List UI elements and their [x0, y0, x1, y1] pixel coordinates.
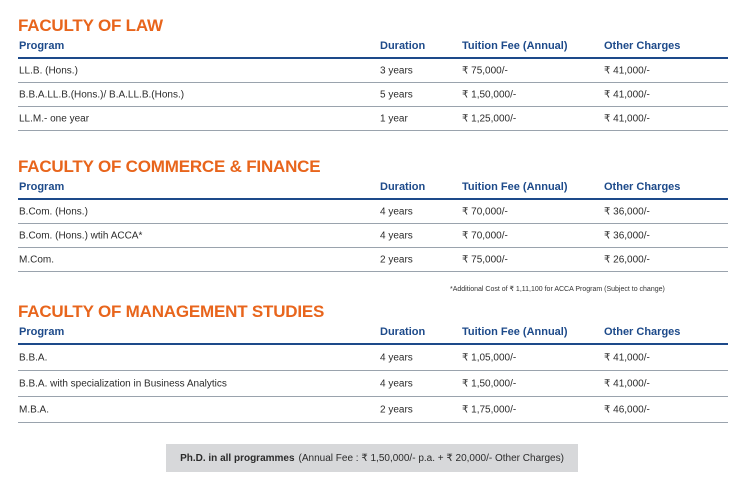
program-cell: M.B.A. [19, 404, 50, 415]
col-other: Other Charges [604, 326, 681, 338]
faculty-title: FACULTY OF LAW [18, 16, 163, 35]
duration-cell: 2 years [380, 404, 413, 415]
table-row [18, 371, 728, 397]
faculty-commerce-section [18, 157, 728, 272]
table-header [18, 177, 728, 197]
tuition-cell: ₹ 70,000/- [462, 230, 508, 241]
col-program: Program [19, 181, 65, 193]
tuition-cell: ₹ 1,50,000/- [462, 89, 517, 100]
other-charges-cell: ₹ 41,000/- [604, 378, 650, 389]
program-cell: B.B.A. with specialization in Business Analytics [19, 378, 227, 389]
faculty-title: FACULTY OF MANAGEMENT STUDIES [18, 302, 325, 321]
duration-cell: 5 years [380, 89, 413, 100]
col-other: Other Charges [604, 181, 681, 193]
other-charges-cell: ₹ 46,000/- [604, 404, 650, 415]
col-tuition: Tuition Fee (Annual) [462, 40, 568, 52]
col-duration: Duration [380, 181, 426, 193]
tuition-cell: ₹ 1,75,000/- [462, 404, 517, 415]
tuition-cell: ₹ 1,50,000/- [462, 378, 517, 389]
table-row [18, 224, 728, 248]
tuition-cell: ₹ 75,000/- [462, 254, 508, 265]
other-charges-cell: ₹ 41,000/- [604, 65, 650, 76]
program-cell: LL.M.- one year [19, 113, 90, 124]
table-row [18, 83, 728, 107]
acca-footnote: *Additional Cost of ₹ 1,11,100 for ACCA Program (Subject to change) [450, 286, 665, 293]
program-cell: B.Com. (Hons.) wtih ACCA* [19, 230, 143, 241]
duration-cell: 1 year [380, 113, 408, 124]
duration-cell: 4 years [380, 230, 413, 241]
program-cell: B.B.A.LL.B.(Hons.)/ B.A.LL.B.(Hons.) [19, 89, 185, 100]
tuition-cell: ₹ 1,25,000/- [462, 113, 517, 124]
duration-cell: 4 years [380, 352, 413, 363]
duration-cell: 4 years [380, 378, 413, 389]
tuition-cell: ₹ 75,000/- [462, 65, 508, 76]
tuition-cell: ₹ 70,000/- [462, 206, 508, 217]
faculty-title: FACULTY OF COMMERCE & FINANCE [18, 157, 321, 176]
other-charges-cell: ₹ 41,000/- [604, 352, 650, 363]
phd-banner [166, 444, 578, 472]
table-row [18, 200, 728, 224]
other-charges-cell: ₹ 41,000/- [604, 89, 650, 100]
col-other: Other Charges [604, 40, 681, 52]
program-cell: B.Com. (Hons.) [19, 206, 88, 217]
program-cell: LL.B. (Hons.) [19, 65, 78, 76]
table-header [18, 36, 728, 56]
duration-cell: 3 years [380, 65, 413, 76]
table-row [18, 345, 728, 371]
col-program: Program [19, 326, 65, 338]
table-row [18, 248, 728, 272]
phd-title: Ph.D. in all programmes [180, 452, 295, 464]
other-charges-cell: ₹ 26,000/- [604, 254, 650, 265]
col-tuition: Tuition Fee (Annual) [462, 181, 568, 193]
col-duration: Duration [380, 40, 426, 52]
tuition-cell: ₹ 1,05,000/- [462, 352, 517, 363]
table-row [18, 397, 728, 423]
other-charges-cell: ₹ 36,000/- [604, 206, 650, 217]
col-program: Program [19, 40, 65, 52]
table-row [18, 59, 728, 83]
other-charges-cell: ₹ 41,000/- [604, 113, 650, 124]
program-cell: M.Com. [19, 254, 54, 265]
phd-fee-text: (Annual Fee : ₹ 1,50,000/- p.a. + ₹ 20,000/- Other Charges) [298, 452, 564, 464]
duration-cell: 2 years [380, 254, 413, 265]
faculty-law-section [18, 16, 728, 131]
table-row [18, 107, 728, 131]
faculty-management-section [18, 302, 728, 423]
duration-cell: 4 years [380, 206, 413, 217]
table-header [18, 322, 728, 342]
other-charges-cell: ₹ 36,000/- [604, 230, 650, 241]
col-tuition: Tuition Fee (Annual) [462, 326, 568, 338]
col-duration: Duration [380, 326, 426, 338]
program-cell: B.B.A. [19, 352, 48, 363]
